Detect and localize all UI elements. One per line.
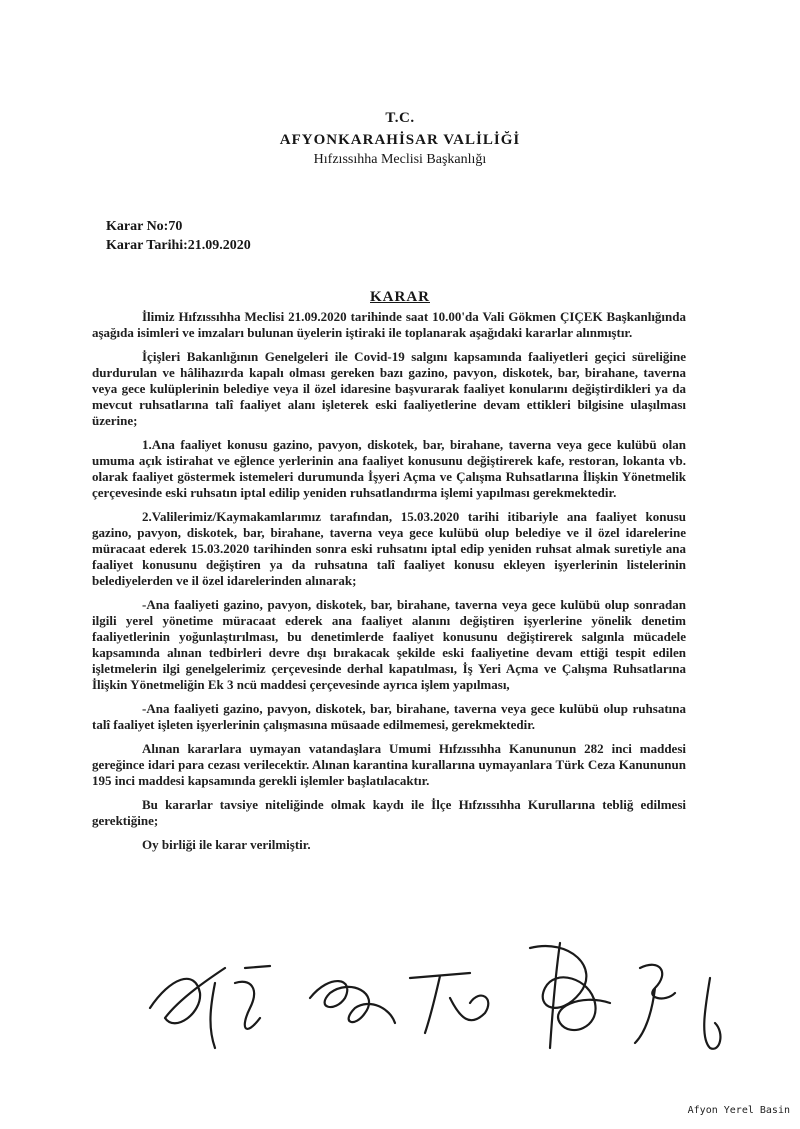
paragraph-item-1: 1.Ana faaliyet konusu gazino, pavyon, diskotek, bar, birahane, taverna veya gece kulübü olan umuma açık istirahat ve eğlence yerlerinin ana faaliyet konusunu değiştirerek kafe, restoran, lokanta vb. olarak faaliyet göstermek istemeleri durumunda İşyeri Açma ve Çalışma Ruhsatlarına İlişkin Yönetmelik çerçevesinde eski ruhsatın iptal edilip yeniden ruhsatlandırma işlemi yapılması gerekmektedir. xyxy=(92,437,686,500)
paragraph-background: İçişleri Bakanlığının Genelgeleri ile Covid-19 salgını kapsamında faaliyetleri geçici süreliğine durdurulan ve hâlihazırda kapalı olması gereken bazı gazino, pavyon, diskotek, bar, birahane, taverna veya gece kulüplerinin belediye veya il özel idaresine başvurarak faaliyet konularını değiştirdikleri ya da mevcut ruhsatlarına talî faaliyet alanı işleterek eski faaliyetlerine devam ettikleri bilgisine ulaşılması üzerine; xyxy=(92,349,686,428)
paragraph-item-2: 2.Valilerimiz/Kaymakamlarımız tarafından, 15.03.2020 tarihi itibariyle ana faaliyet konusu gazino, pavyon, diskotek, bar, birahane, taverna veya gece kulübü olup belediye ve il özel idarelerine müracaat ederek 15.03.2020 tarihinden sonra eski ruhsatını iptal edip yeniden ruhsat almak suretiyle ana faaliyet konusunu değiştiren ya da ruhsatına talî faaliyet konusu ekleyen işyerlerinin listelerinin belediyelerden ve il özel idarelerinden alınarak; xyxy=(92,509,686,588)
department-name: Hıfzıssıhha Meclisi Başkanlığı xyxy=(313,152,487,167)
decision-date: Karar Tarihi:21.09.2020 xyxy=(106,238,251,253)
watermark: Afyon Yerel Basin xyxy=(687,1105,790,1116)
paragraph-intro: İlimiz Hıfzıssıhha Meclisi 21.09.2020 tarihinde saat 10.00'da Vali Gökmen ÇIÇEK Başkanlığında aşağıda isimleri ve imzaları bulunan üyelerin iştiraki ile toplanarak aşağıdaki kararlar alınmıştır. xyxy=(92,309,686,340)
paragraph-subitem-a: -Ana faaliyeti gazino, pavyon, diskotek, bar, birahane, taverna veya gece kulübü olup sonradan ilgili yerel yönetime müracaat ederek ana faaliyet alanını değiştiren işyerlerine yönelik denetim faaliyetlerinin yoğunlaştırılması, bu denetimlerde faaliyet konusunu değiştirerek salgınla mücadele kapsamında alınan tedbirleri devre dışı bırakacak şekilde eski faaliyetine devam ettiği tespit edilen işletmelerin ilgi genelgelerimiz çerçevesinde derhal kapatılması, İş Yeri Açma ve Çalışma Ruhsatlarına İlişkin Yönetmeliğin Ek 3 ncü maddesi çerçevesinde ayrıca işlem yapılması, xyxy=(92,597,686,692)
org-short: T.C. xyxy=(385,110,415,126)
signature-6 xyxy=(635,965,675,1043)
signature-4 xyxy=(410,973,488,1033)
paragraph-unanimous: Oy birliği ile karar verilmiştir. xyxy=(142,837,311,852)
org-name: AFYONKARAHİSAR VALİLİĞİ xyxy=(279,132,521,148)
signature-1 xyxy=(150,968,225,1048)
document-title: KARAR xyxy=(370,289,430,305)
paragraph-subitem-b: -Ana faaliyeti gazino, pavyon, diskotek, bar, birahane, taverna veya gece kulübü olup ruhsatına talî faaliyet işleten işyerlerinin çalışmasına müsaade edilmemesi, gerekmektedir. xyxy=(92,701,686,732)
paragraph-penalties: Alınan kararlara uymayan vatandaşlara Umumi Hıfzıssıhha Kanununun 282 inci maddesi gereğince idari para cezası verilecektir. Alınan karantina kurallarına uymayanlara Türk Ceza Kanununun 195 inci maddesi kapsamında gerekli işlemler başlatılacaktır. xyxy=(92,741,686,788)
document-body xyxy=(92,309,686,861)
signature-5 xyxy=(530,943,610,1048)
decision-number: Karar No:70 xyxy=(106,219,183,234)
paragraph-notification: Bu kararlar tavsiye niteliğinde olmak kaydı ile İlçe Hıfzıssıhha Kurullarına tebliğ edilmesi gerektiğine; xyxy=(92,797,686,828)
signature-7 xyxy=(704,978,720,1049)
signature-2 xyxy=(235,966,270,1029)
signatures xyxy=(140,938,740,1058)
signature-3 xyxy=(310,981,395,1023)
